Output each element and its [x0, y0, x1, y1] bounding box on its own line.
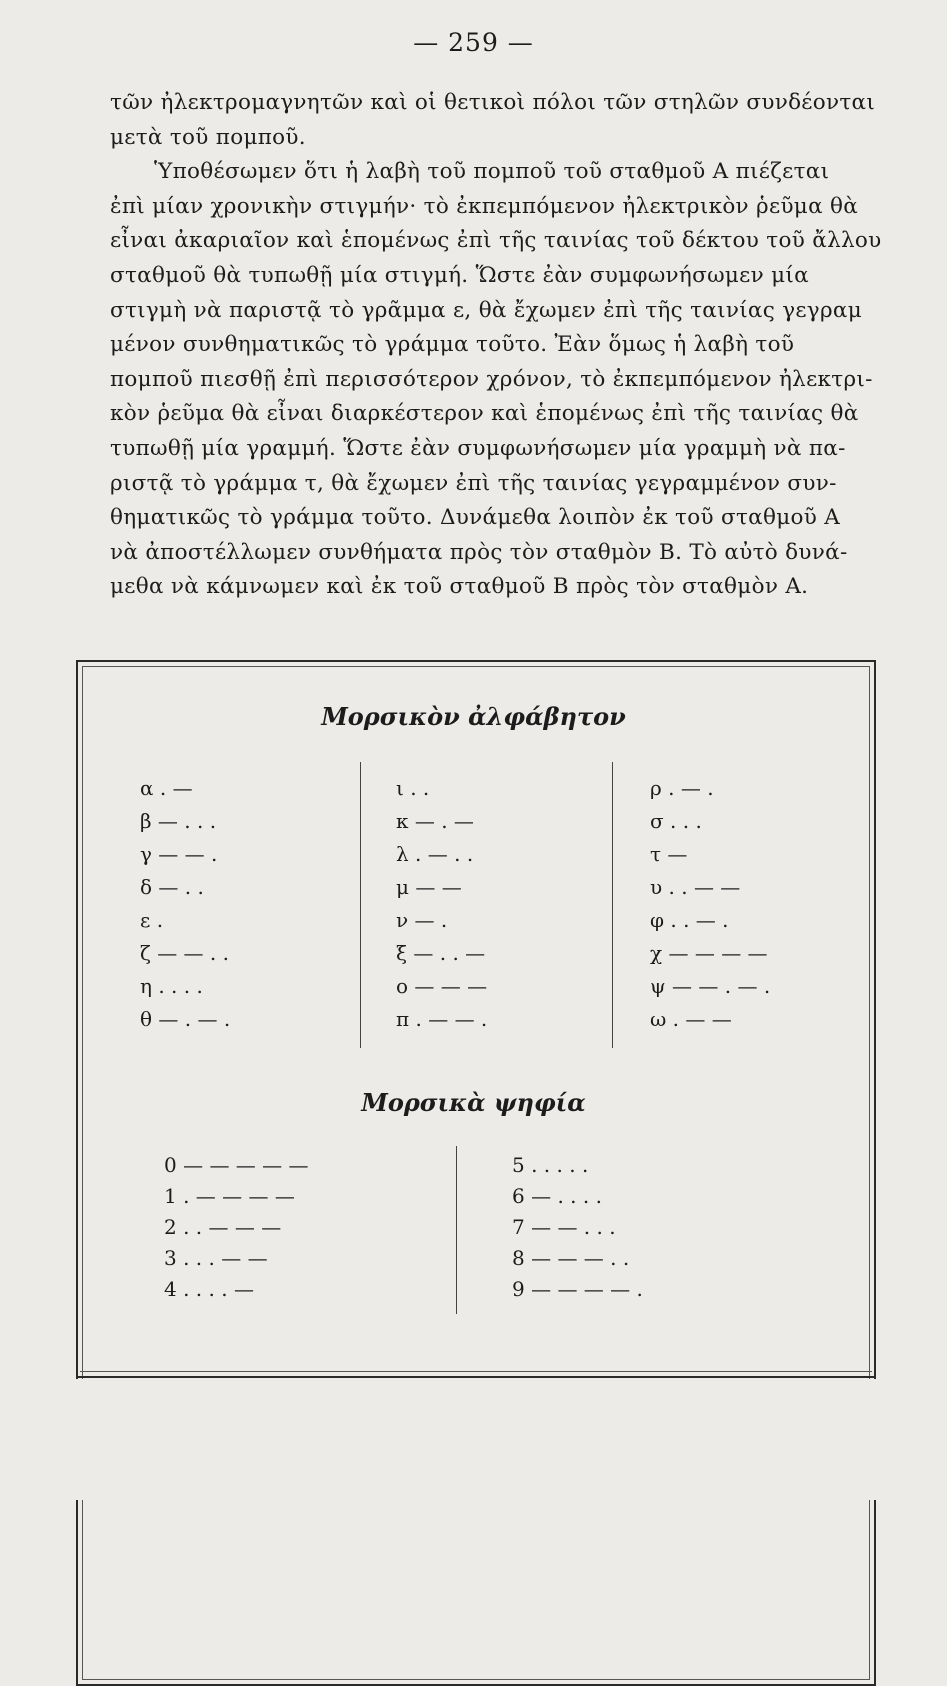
text-line: ριστᾷ τὸ γράμμα τ, θὰ ἔχωμεν ἐπὶ τῆς ταινίας γεγραμμένον συν- — [110, 470, 837, 496]
morse-digit: 5 . . . . . — [512, 1153, 589, 1177]
morse-digit: 6 — . . . . — [512, 1184, 602, 1208]
morse-code: η . . . . — [140, 974, 203, 998]
morse-code: α . — — [140, 776, 193, 800]
digits-column-1 — [164, 1150, 309, 1305]
morse-digit: 8 — — — . . — [512, 1246, 630, 1270]
morse-digit: 9 — — — — . — [512, 1277, 643, 1301]
morse-code: ο — — — — [396, 974, 488, 998]
alphabet-column-2 — [396, 772, 487, 1036]
morse-code: ι . . — [396, 776, 430, 800]
morse-code: ω . — — — [650, 1007, 732, 1031]
morse-code: δ — . . — [140, 875, 204, 899]
morse-code: γ — — . — [140, 842, 218, 866]
morse-code: π . — — . — [396, 1007, 488, 1031]
morse-code: ψ — — . — . — [650, 974, 771, 998]
morse-code: ε . — [140, 908, 164, 932]
column-divider — [456, 1146, 457, 1314]
text-line: ἐπὶ μίαν χρονικὴν στιγμήν· τὸ ἐκπεμπόμενον ἠλεκτρικὸν ῥεῦμα θὰ — [110, 193, 859, 219]
morse-code: κ — . — — [396, 809, 474, 833]
morse-code: ζ — — . . — [140, 941, 229, 965]
alphabet-column-3 — [650, 772, 770, 1036]
text-line: Ὑποθέσωμεν ὅτι ἡ λαβὴ τοῦ πομποῦ τοῦ σταθμοῦ Α πιέζεται — [154, 159, 830, 185]
morse-digit: 1 . — — — — — [164, 1184, 295, 1208]
morse-digit: 3 . . . — — — [164, 1246, 268, 1270]
column-divider — [360, 762, 361, 1048]
column-divider — [612, 762, 613, 1048]
text-line: κὸν ῥεῦμα θὰ εἶναι διαρκέστερον καὶ ἑπομένως ἐπὶ τῆς ταινίας θὰ — [110, 401, 859, 427]
morse-code: μ — — — [396, 875, 462, 899]
alphabet-title: Μορσικὸν ἀλφάβητον — [321, 702, 626, 731]
morse-code: ξ — . . — — [396, 941, 486, 965]
morse-code: θ — . — . — [140, 1007, 231, 1031]
morse-code: λ . — . . — [396, 842, 474, 866]
text-line: σταθμοῦ θὰ τυπωθῇ μία στιγμή. Ὥστε ἐὰν συμφωνήσωμεν μία — [110, 262, 809, 288]
text-line: εἶναι ἀκαριαῖον καὶ ἑπομένως ἐπὶ τῆς ταινίας τοῦ δέκτου τοῦ ἄλλου — [110, 228, 882, 254]
digits-title: Μορσικὰ ψηφία — [361, 1088, 586, 1117]
morse-digit: 2 . . — — — — [164, 1215, 282, 1239]
alphabet-column-1 — [140, 772, 230, 1036]
page-bottom-mask — [60, 1379, 900, 1500]
morse-digit: 7 — — . . . — [512, 1215, 616, 1239]
morse-digit: 4 . . . . — — [164, 1277, 254, 1301]
morse-code: χ — — — — — [650, 941, 768, 965]
frame-bottom-rule — [76, 1376, 876, 1378]
text-line: μεθα νὰ κάμνωμεν καὶ ἐκ τοῦ σταθμοῦ Β πρὸς τὸν σταθμὸν Α. — [110, 574, 809, 600]
text-line: στιγμὴ νὰ παριστᾷ τὸ γρᾶμμα ε, θὰ ἔχωμεν ἐπὶ τῆς ταινίας γεγραμ — [110, 297, 862, 323]
frame-bottom-rule-inner — [80, 1371, 872, 1372]
page-number: — 259 — — [413, 28, 534, 57]
text-line: πομποῦ πιεσθῇ ἐπὶ περισσότερον χρόνον, τὸ ἐκπεμπόμενον ἠλεκτρι- — [110, 366, 873, 392]
morse-code: φ . . — . — [650, 908, 729, 932]
body-paragraph — [110, 86, 880, 605]
morse-code: υ . . — — — [650, 875, 741, 899]
text-line: τῶν ἠλεκτρομαγνητῶν καὶ οἱ θετικοὶ πόλοι τῶν στηλῶν συνδέονται — [110, 90, 876, 115]
text-line: μετὰ τοῦ πομποῦ. — [110, 124, 306, 150]
text-line: μένον συνθηματικῶς τὸ γράμμα τοῦτο. Ἐὰν ὅμως ἡ λαβὴ τοῦ — [110, 332, 795, 358]
morse-code: ν — . — [396, 908, 448, 932]
morse-code: ρ . — . — [650, 776, 714, 800]
text-line: θηματικῶς τὸ γράμμα τοῦτο. Δυνάμεθα λοιπὸν ἐκ τοῦ σταθμοῦ Α — [110, 505, 841, 531]
text-line: τυπωθῇ μία γραμμή. Ὥστε ἐὰν συμφωνήσωμεν μία γραμμὴ νὰ πα- — [110, 435, 846, 461]
morse-code: σ . . . — [650, 809, 702, 833]
text-line: νὰ ἀποστέλλωμεν συνθήματα πρὸς τὸν σταθμὸν Β. Τὸ αὐτὸ δυνά- — [110, 539, 848, 565]
digits-column-2 — [512, 1150, 643, 1305]
morse-code: τ — — [650, 842, 688, 866]
morse-code: β — . . . — [140, 809, 217, 833]
morse-digit: 0 — — — — — — [164, 1153, 309, 1177]
